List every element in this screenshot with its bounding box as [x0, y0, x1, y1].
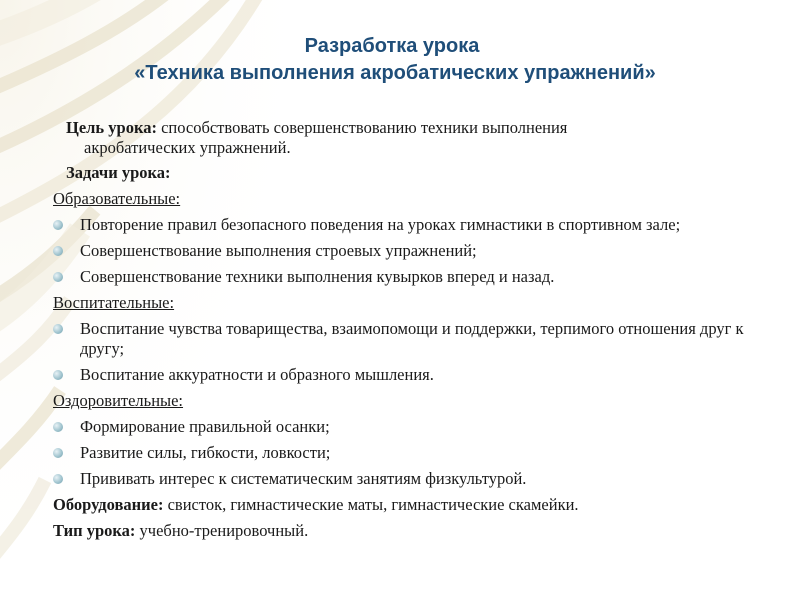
health-list — [53, 417, 753, 489]
goal-text-1: способствовать совершенствованию техники выполнения — [161, 118, 568, 137]
educational-list — [53, 215, 753, 287]
bullet-icon — [53, 370, 63, 380]
list-item — [53, 365, 753, 385]
list-item — [53, 443, 753, 463]
slide-content — [53, 118, 753, 547]
lesson-type — [53, 521, 753, 541]
equipment-text: свисток, гимнастические маты, гимнастические скамейки. — [167, 495, 579, 514]
slide-title-line2: «Техника выполнения акробатических упражнений» — [134, 62, 656, 84]
list-item — [53, 319, 753, 359]
bullet-icon — [53, 422, 63, 432]
lesson-type-label: Тип урока: — [53, 521, 136, 540]
list-item — [53, 241, 753, 261]
list-item-text: Совершенствование техники выполнения кувырков вперед и назад. — [80, 267, 555, 286]
tasks-label-text: Задачи урока: — [66, 163, 171, 182]
bullet-icon — [53, 324, 63, 334]
goal-text-2: акробатических упражнений. — [84, 138, 291, 157]
list-item-text: Воспитание аккуратности и образного мышления. — [80, 365, 434, 384]
upbringing-list — [53, 319, 753, 385]
bullet-icon — [53, 220, 63, 230]
list-item — [53, 267, 753, 287]
bullet-icon — [53, 474, 63, 484]
section-heading-health: Оздоровительные: — [53, 391, 184, 410]
lesson-goal — [66, 118, 753, 158]
list-item — [53, 215, 753, 235]
list-item-text: Формирование правильной осанки; — [80, 417, 330, 436]
goal-label: Цель урока: — [66, 118, 157, 137]
equipment-label: Оборудование: — [53, 495, 164, 514]
bullet-icon — [53, 246, 63, 256]
section-heading-upbringing: Воспитательные: — [53, 293, 175, 312]
bullet-icon — [53, 448, 63, 458]
equipment — [53, 495, 753, 515]
bullet-icon — [53, 272, 63, 282]
lesson-type-text: учебно-тренировочный. — [139, 521, 309, 540]
list-item-text: Повторение правил безопасного поведения на уроках гимнастики в спортивном зале; — [80, 215, 681, 234]
list-item-text: Воспитание чувства товарищества, взаимопомощи и поддержки, терпимого отношения друг к другу; — [80, 319, 744, 358]
slide-title-line1: Разработка урока — [304, 35, 480, 57]
section-heading-educational: Образовательные: — [53, 189, 181, 208]
list-item — [53, 417, 753, 437]
list-item-text: Прививать интерес к систематическим занятиям физкультурой. — [80, 469, 527, 488]
list-item-text: Развитие силы, гибкости, ловкости; — [80, 443, 331, 462]
list-item — [53, 469, 753, 489]
list-item-text: Совершенствование выполнения строевых упражнений; — [80, 241, 477, 260]
tasks-label — [66, 163, 753, 183]
